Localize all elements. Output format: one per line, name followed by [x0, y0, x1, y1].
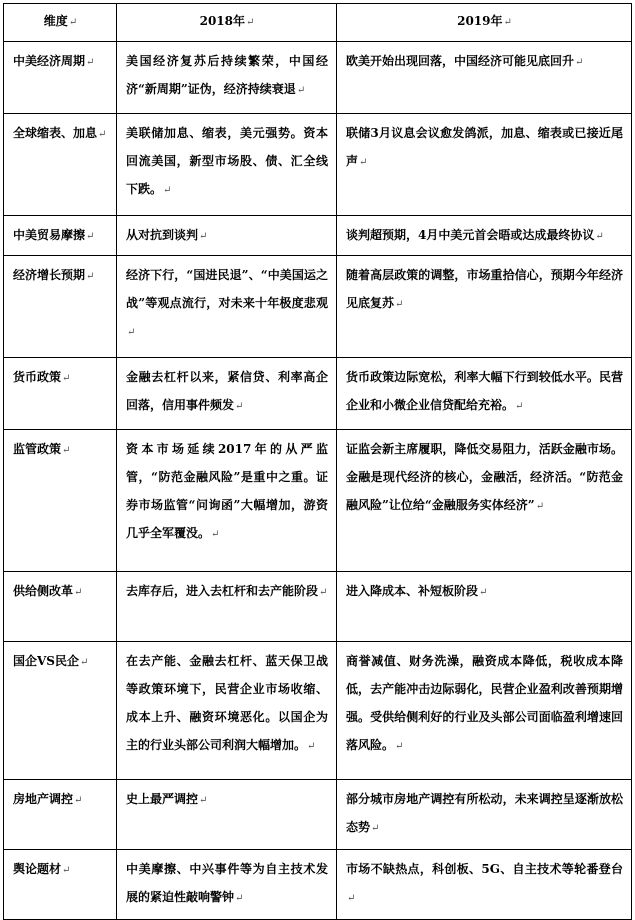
table-row: [4, 780, 632, 850]
cell-2019: 证监会新主席履职，降低交易阻力，活跃金融市场。金融是现代经济的核心，金融活，经济活。“防范金融风险”让位给“金融服务实体经济”↵: [337, 430, 632, 572]
cell-2018: 资本市场延续2017年的从严监管，“防范金融风险”是重中之重。证券市场监管“问询函”大幅增加，游资几乎全军覆没。↵: [117, 430, 337, 572]
dimension-cell: 中美贸易摩擦↵: [4, 216, 117, 256]
header-2019: 2019年↵: [337, 4, 632, 42]
dimension-cell: 全球缩表、加息↵: [4, 114, 117, 216]
dimension-cell: 供给侧改革↵: [4, 572, 117, 642]
dimension-cell: 经济增长预期↵: [4, 256, 117, 358]
cell-2019: 进入降成本、补短板阶段↵: [337, 572, 632, 642]
cell-2018: 金融去杠杆以来，紧信贷、利率高企回落，信用事件频发↵: [117, 358, 337, 430]
dimension-cell: 中美经济周期↵: [4, 42, 117, 114]
cell-2019: 货币政策边际宽松，利率大幅下行到较低水平。民营企业和小微企业信贷配给充裕。↵: [337, 358, 632, 430]
table-row: [4, 430, 632, 572]
cell-2018: 从对抗到谈判↵: [117, 216, 337, 256]
table-row: [4, 216, 632, 256]
cell-2019: 市场不缺热点，科创板、5G、自主技术等轮番登台↵: [337, 850, 632, 920]
cell-2019: 部分城市房地产调控有所松动，未来调控呈逐渐放松态势↵: [337, 780, 632, 850]
cell-2019: 欧美开始出现回落，中国经济可能见底回升↵: [337, 42, 632, 114]
header-row: [4, 4, 632, 42]
cell-2018: 中美摩擦、中兴事件等为自主技术发展的紧迫性敲响警钟↵: [117, 850, 337, 920]
table-row: [4, 850, 632, 920]
cell-2018: 经济下行，“国进民退”、“中美国运之战”等观点流行，对未来十年极度悲观↵: [117, 256, 337, 358]
table-row: [4, 572, 632, 642]
cell-2019: 商誉减值、财务洗澡，融资成本降低，税收成本降低，去产能冲击边际弱化，民营企业盈利改善预期增强。受供给侧利好的行业及头部公司面临盈利增速回落风险。↵: [337, 642, 632, 780]
cell-2018: 美国经济复苏后持续繁荣，中国经济“新周期”证伪，经济持续衰退↵: [117, 42, 337, 114]
comparison-table: [3, 3, 632, 920]
dimension-cell: 舆论题材↵: [4, 850, 117, 920]
cell-2018: 在去产能、金融去杠杆、蓝天保卫战等政策环境下，民营企业市场收缩、成本上升、融资环境恶化。以国企为主的行业头部公司利润大幅增加。↵: [117, 642, 337, 780]
cell-2018: 去库存后，进入去杠杆和去产能阶段↵: [117, 572, 337, 642]
dimension-cell: 货币政策↵: [4, 358, 117, 430]
table-row: [4, 114, 632, 216]
table-row: [4, 642, 632, 780]
cell-2018: 史上最严调控↵: [117, 780, 337, 850]
table-row: [4, 256, 632, 358]
cell-2019: 联储3月议息会议愈发鸽派，加息、缩表或已接近尾声↵: [337, 114, 632, 216]
table-row: [4, 42, 632, 114]
header-2018: 2018年↵: [117, 4, 337, 42]
dimension-cell: 监管政策↵: [4, 430, 117, 572]
header-dimension: 维度↵: [4, 4, 117, 42]
cell-2018: 美联储加息、缩表，美元强势。资本回流美国，新型市场股、债、汇全线下跌。↵: [117, 114, 337, 216]
dimension-cell: 房地产调控↵: [4, 780, 117, 850]
table-row: [4, 358, 632, 430]
cell-2019: 随着高层政策的调整，市场重拾信心，预期今年经济见底复苏↵: [337, 256, 632, 358]
cell-2019: 谈判超预期，4月中美元首会晤或达成最终协议↵: [337, 216, 632, 256]
dimension-cell: 国企VS民企↵: [4, 642, 117, 780]
